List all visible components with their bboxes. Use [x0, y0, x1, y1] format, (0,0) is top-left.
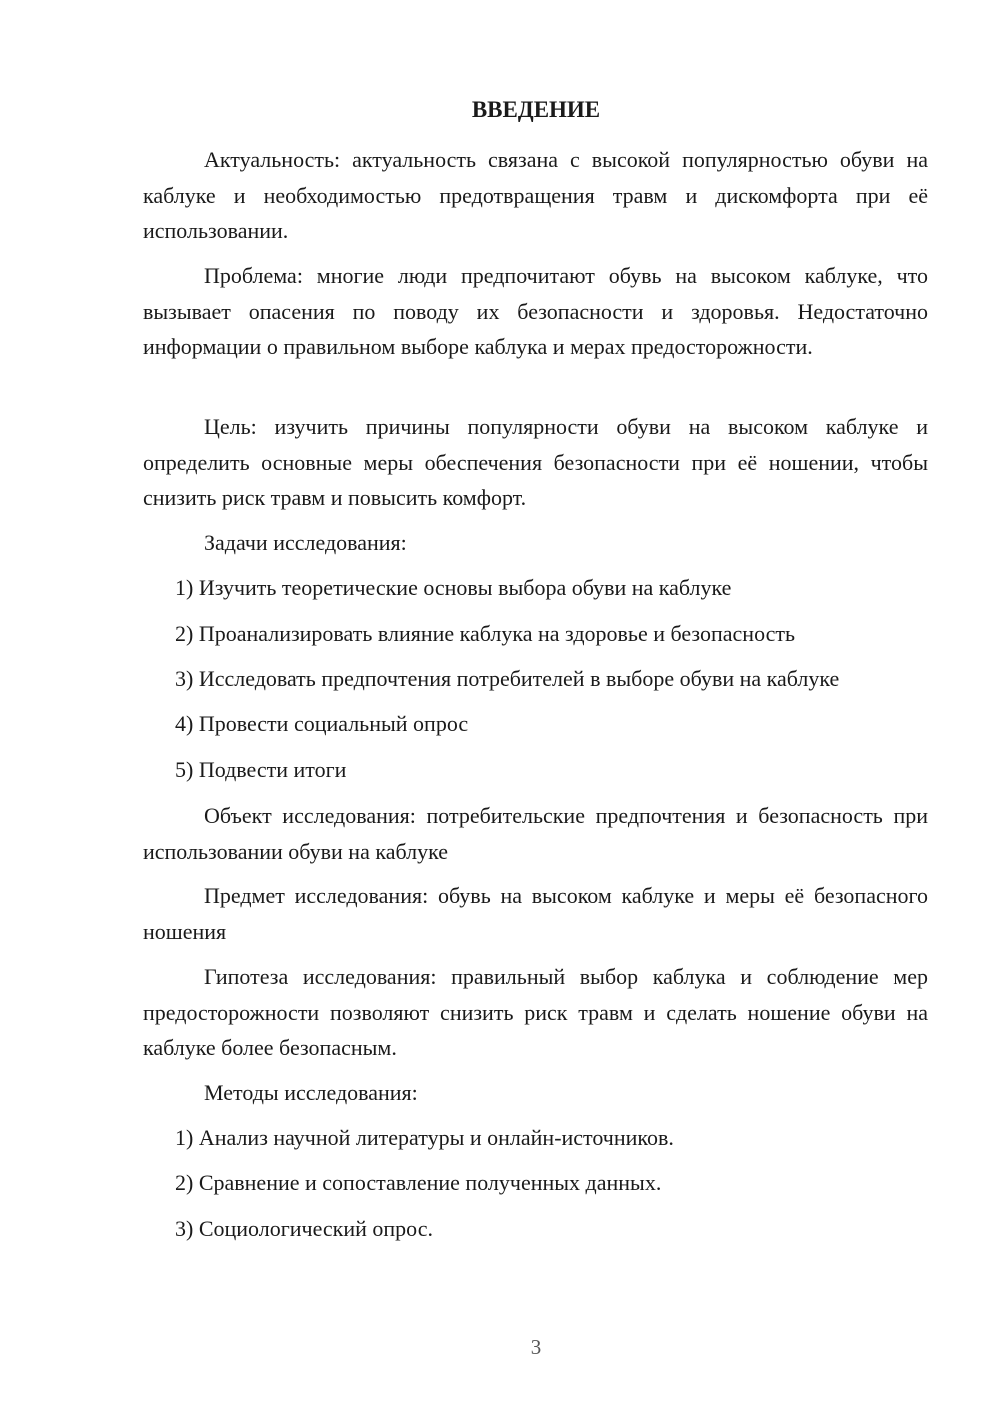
- task-list-item: 1) Изучить теоретические основы выбора обуви на каблуке: [175, 575, 732, 600]
- method-list-item: 2) Сравнение и сопоставление полученных данных.: [175, 1170, 662, 1195]
- goal-paragraph: Цель: изучить причины популярности обуви на высоком каблуке и определить основные меры обеспечения безопасности при её ношении, чтобы снизить риск травм и повысить комфорт.: [143, 414, 928, 510]
- hypothesis-paragraph: Гипотеза исследования: правильный выбор каблука и соблюдение мер предосторожности позволяют снизить риск травм и сделать ношение обуви на каблуке более безопасным.: [143, 964, 928, 1060]
- section-heading: ВВЕДЕНИЕ: [471, 97, 601, 122]
- object-paragraph: Объект исследования: потребительские предпочтения и безопасность при использовании обуви на каблуке: [143, 803, 928, 864]
- tasks-title: Задачи исследования:: [204, 530, 407, 555]
- task-list-item: 2) Проанализировать влияние каблука на здоровье и безопасность: [175, 621, 796, 646]
- problem-paragraph: Проблема: многие люди предпочитают обувь на высоком каблуке, что вызывает опасения по поводу их безопасности и здоровья. Недостаточно информации о правильном выборе каблука и мерах предосторожности.: [143, 263, 928, 359]
- subject-paragraph: Предмет исследования: обувь на высоком каблуке и меры её безопасного ношения: [143, 883, 928, 944]
- methods-title: Методы исследования:: [204, 1080, 418, 1105]
- task-list-item: 3) Исследовать предпочтения потребителей в выборе обуви на каблуке: [175, 666, 840, 691]
- page-number: 3: [530, 1335, 542, 1359]
- method-list-item: 3) Социологический опрос.: [175, 1216, 433, 1241]
- method-list-item: 1) Анализ научной литературы и онлайн-источников.: [175, 1125, 674, 1150]
- task-list-item: 4) Провести социальный опрос: [175, 711, 469, 736]
- task-list-item: 5) Подвести итоги: [175, 757, 347, 782]
- relevance-paragraph: Актуальность: актуальность связана с высокой популярностью обуви на каблуке и необходимостью предотвращения травм и дискомфорта при её использовании.: [143, 147, 928, 243]
